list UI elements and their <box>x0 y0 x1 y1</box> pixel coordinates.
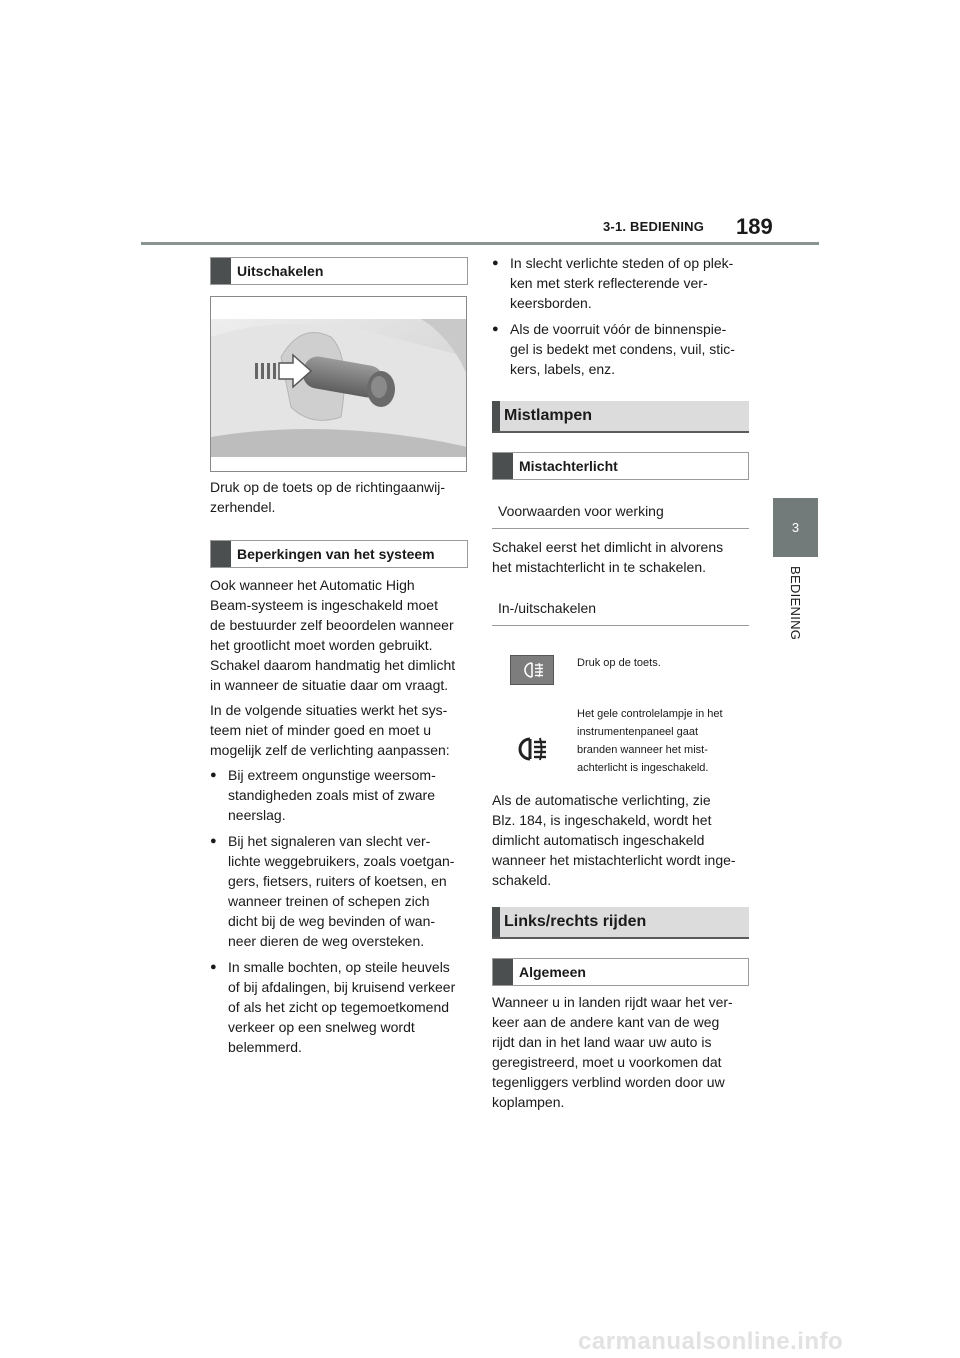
page-number: 189 <box>736 214 773 239</box>
heading-label: Links/rechts rijden <box>504 913 647 930</box>
rear-fog-indicator-icon <box>512 734 552 764</box>
list-item: ● Bij extreem ongunstige weersom- standigheden zoals mist of zware neerslag. <box>210 765 490 825</box>
paragraph: Als de automatische verlichting, zie Blz. 184, is ingeschakeld, wordt het dimlicht automatisch ingeschakeld wanneer het mistachterlicht wordt inge- schakeld. <box>492 792 736 888</box>
rear-fog-button-icon <box>510 655 554 685</box>
list-item: ● In slecht verlichte steden of op plek- ken met sterk reflecterende ver- keersborden. <box>492 253 772 313</box>
rear-fog-light-icon <box>511 656 553 684</box>
heading-uitschakelen <box>210 257 468 285</box>
list-item: ● Bij het signaleren van slecht ver- lichte weggebruikers, zoals voetgan- gers, fietsers, ruiters of koetsen, en wanneer treinen of schepen zich dicht bij de weg bevinden of wan- neer dieren de weg oversteken. <box>210 831 490 951</box>
heading-label: Beperkingen van het systeem <box>237 546 435 562</box>
paragraph: In de volgende situaties werkt het sys- teem niet of minder goed en moet u mogelijk zelf de verlichting aanpassen: <box>210 702 450 758</box>
rear-fog-indicator-svg <box>512 734 552 764</box>
heading-mistachterlicht <box>492 452 749 480</box>
heading-beperkingen <box>210 540 468 568</box>
heading-label: Mistachterlicht <box>519 458 618 474</box>
subheading-voorwaarden: Voorwaarden voor werking <box>492 503 749 529</box>
heading-algemeen <box>492 958 749 986</box>
heading-label: Mistlampen <box>504 407 593 424</box>
paragraph: Schakel eerst het dimlicht in alvorens het mistachterlicht in te schakelen. <box>492 539 724 575</box>
stalk-illustration <box>210 296 467 472</box>
heading-bar <box>492 401 500 431</box>
heading-bar <box>493 453 513 479</box>
indicator-caption: Het gele controlelampje in het instrumentenpaneel gaat branden wanneer het mist- achterlicht is ingeschakeld. <box>577 708 723 774</box>
chapter-label: BEDIENING <box>788 566 803 641</box>
subheading-in-uitschakelen: In-/uitschakelen <box>492 600 749 626</box>
chapter-tab[interactable]: 3 <box>773 498 818 557</box>
list-item: ● In smalle bochten, op steile heuvels of bij afdalingen, bij kruisend verkeer of als het zicht op tegemoetkomend verkeer op een snelweg wordt belemmerd. <box>210 957 490 1057</box>
heading-bar <box>211 541 231 567</box>
heading-links-rechts <box>492 907 749 939</box>
figure-caption: Druk op de toets op de richtingaanwij- zerhendel. <box>210 479 446 515</box>
header-rule <box>141 242 819 245</box>
paragraph: Ook wanneer het Automatic High Beam-systeem is ingeschakeld moet de bestuurder zelf beoordelen wanneer het grootlicht moet worden gebruikt. Schakel daarom handmatig het dimlicht in wanneer de situatie daar om vraagt. <box>210 577 456 693</box>
list-item: ● Als de voorruit vóór de binnenspie- gel is bedekt met condens, vuil, stic- kers, labels, enz. <box>492 319 772 379</box>
heading-label: Uitschakelen <box>237 263 324 279</box>
heading-label: Algemeen <box>519 964 586 980</box>
watermark: carmanualsonline.info <box>578 1328 844 1355</box>
heading-bar <box>492 907 500 937</box>
heading-mistlampen <box>492 401 749 433</box>
stalk-illustration-svg <box>211 297 467 472</box>
section-title: 3-1. BEDIENING <box>603 219 705 234</box>
heading-bar <box>493 959 513 985</box>
button-caption: Druk op de toets. <box>577 657 661 669</box>
heading-bar <box>211 258 231 284</box>
paragraph: Wanneer u in landen rijdt waar het ver- keer aan de andere kant van de weg rijdt dan in het land waar uw auto is geregistreerd, moet u voorkomen dat tegenliggers verblind worden door uw koplampen. <box>492 994 733 1110</box>
